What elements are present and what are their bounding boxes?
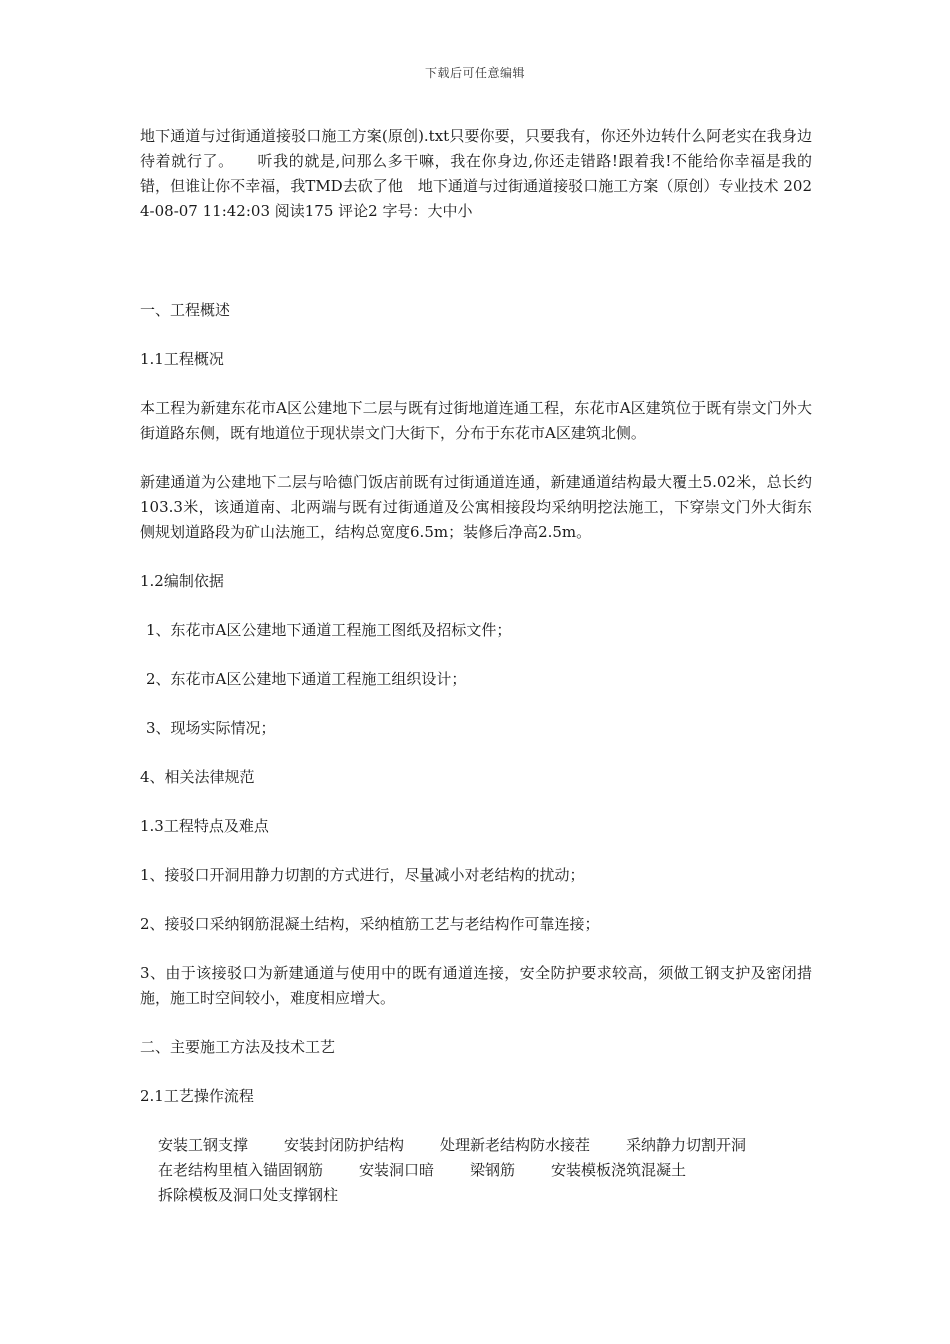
process-flow [140, 1133, 812, 1208]
intro-paragraph: 地下通道与过街通道接驳口施工方案(原创).txt只要你要，只要我有，你还外边转什么阿老实在我身边待着就行了。 听我的就是,问那么多干嘛，我在你身边,你还走错路!跟着我!不能给你幸福是我的错，但谁让你不幸福，我TMD去砍了他 地下通道与过街通道接驳口施工方案（原创）专业技术 2024-08-07 11:42:03 阅读175 评论2 字号：大中小 [140, 127, 812, 220]
section-1-2-heading: 1.2编制依据 [140, 572, 224, 590]
section-1-3-heading: 1.3工程特点及难点 [140, 817, 269, 835]
flow-step: 安装封闭防护结构 [284, 1136, 405, 1154]
flow-step: 拆除模板及洞口处支撑钢柱 [158, 1186, 339, 1204]
flow-step: 安装工钢支撑 [158, 1136, 249, 1154]
difficulty-item-1: 1、接驳口开洞用静力切割的方式进行，尽量减小对老结构的扰动； [140, 866, 585, 884]
flow-step: 采纳静力切割开洞 [626, 1136, 747, 1154]
section-2-1-heading: 2.1工艺操作流程 [140, 1087, 254, 1105]
difficulty-item-2: 2、接驳口采纳钢筋混凝土结构，采纳植筋工艺与老结构作可靠连接； [140, 915, 600, 933]
section-2-heading: 二、主要施工方法及技术工艺 [140, 1038, 336, 1056]
flow-step: 在老结构里植入锚固钢筋 [158, 1161, 324, 1179]
document-body [140, 124, 812, 1208]
basis-item-2: 2、东花市A区公建地下通道工程施工组织设计； [146, 670, 467, 688]
flow-step: 安装模板浇筑混凝土 [551, 1161, 687, 1179]
flow-step: 安装洞口暗 [359, 1161, 435, 1179]
section-1-heading: 一、工程概述 [140, 301, 231, 319]
section-1-1-paragraph-1: 本工程为新建东花市A区公建地下二层与既有过街地道连通工程，东花市A区建筑位于既有崇文门外大街道路东侧，既有地道位于现状崇文门大街下，分布于东花市A区建筑北侧。 [140, 399, 812, 442]
difficulty-item-3: 3、由于该接驳口为新建通道与使用中的既有通道连接，安全防护要求较高，须做工钢支护及密闭措施，施工时空间较小，难度相应增大。 [140, 964, 812, 1007]
page-header: 下载后可任意编辑 [424, 66, 525, 80]
section-1-1-paragraph-2: 新建通道为公建地下二层与哈德门饭店前既有过街通道连通，新建通道结构最大覆土5.02米，总长约103.3米，该通道南、北两端与既有过街通道及公寓相接段均采纳明挖法施工，下穿崇文门外大街东侧规划道路段为矿山法施工，结构总宽度6.5m；装修后净高2.5m。 [140, 473, 812, 541]
flow-step: 梁钢筋 [470, 1161, 516, 1179]
flow-step: 处理新老结构防水接茬 [440, 1136, 591, 1154]
basis-item-4: 4、相关法律规范 [140, 768, 255, 786]
section-1-1-heading: 1.1工程概况 [140, 350, 224, 368]
basis-item-3: 3、现场实际情况； [146, 719, 276, 737]
basis-item-1: 1、东花市A区公建地下通道工程施工图纸及招标文件； [146, 621, 512, 639]
